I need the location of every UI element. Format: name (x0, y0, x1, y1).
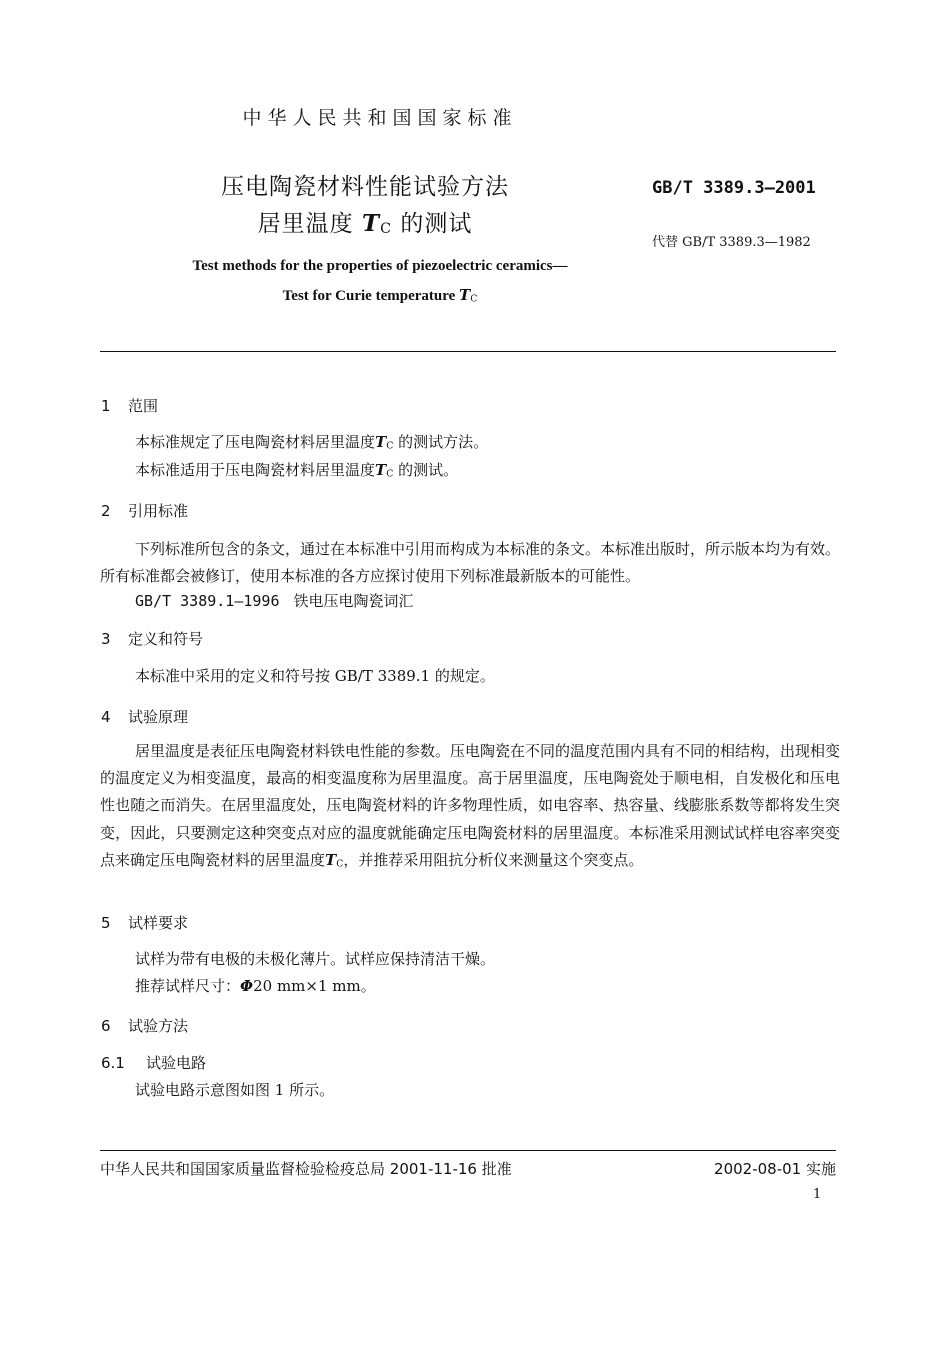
implementation-date: 2002-08-01 实施 (714, 1160, 836, 1178)
english-title-line1: Test methods for the properties of piezoelectric ceramics— (192, 258, 568, 274)
section-heading-4: 4 试验原理 (101, 708, 189, 726)
subsection-6-1-paragraph: 试验电路示意图如图 1 所示。 (135, 1081, 335, 1099)
english-title-line2: Test for Curie temperature TC (282, 286, 478, 305)
section-4-paragraph: 居里温度是表征压电陶瓷材料铁电性能的参数。压电陶瓷在不同的温度范围内具有不同的相结构，出现相变的温度定义为相变温度，最高的相变温度称为居里温度。高于居里温度，压电陶瓷处于顺电相，自发极化和压电性也随之而消失。在居里温度处，压电陶瓷材料的许多物理性质，如电容率、热容量、线膨胀系数等都将发生突变，因此，只要测定这种突变点对应的温度就能确定压电陶瓷材料的居里温度。本标准采用测试试样电容率突变点来确定压电陶瓷材料的居里温度TC，并推荐采用阻抗分析仪来测量这个突变点。 (100, 742, 841, 870)
section-heading-3: 3 定义和符号 (101, 630, 204, 648)
curie-symbol: TC (361, 210, 393, 238)
title-text-prefix: 居里温度 (257, 211, 362, 237)
section-3-paragraph: 本标准中采用的定义和符号按 GB/T 3389.1 的规定。 (135, 667, 495, 685)
section-heading-5: 5 试样要求 (101, 914, 189, 932)
section-1-paragraph-2: 本标准适用于压电陶瓷材料居里温度TC 的测试。 (135, 461, 459, 480)
page-number: 1 (813, 1187, 822, 1202)
document-title-line1: 压电陶瓷材料性能试验方法 (221, 174, 509, 200)
publisher-heading: 中华人民共和国国家标准 (242, 107, 518, 129)
footer-rule (100, 1150, 836, 1151)
approval-date: 中华人民共和国国家质量监督检验检疫总局 2001-11-16 批准 (100, 1160, 512, 1178)
section-5-paragraph-1: 试样为带有电极的未极化薄片。试样应保持清洁干燥。 (135, 950, 496, 968)
replaces-standard: 代替 GB/T 3389.3—1982 (652, 235, 811, 250)
standard-number: GB/T 3389.3—2001 (652, 178, 816, 198)
english-curie-symbol: TC (459, 286, 478, 305)
subsection-heading-6-1: 6.1 试验电路 (101, 1054, 207, 1072)
section-heading-2: 2 引用标准 (101, 502, 189, 520)
section-heading-6: 6 试验方法 (101, 1017, 189, 1035)
header-rule (100, 351, 836, 352)
title-text-suffix: 的测试 (392, 211, 473, 237)
section-5-paragraph-2: 推荐试样尺寸：Φ20 mm×1 mm。 (135, 977, 376, 995)
section-1-paragraph-1: 本标准规定了压电陶瓷材料居里温度TC 的测试方法。 (135, 433, 489, 452)
section-2-paragraph: 下列标准所包含的条文，通过在本标准中引用而构成为本标准的条文。本标准出版时，所示版本均为有效。所有标准都会被修订，使用本标准的各方应探讨使用下列标准最新版本的可能性。 (100, 540, 841, 586)
normative-reference: GB/T 3389.1—1996 铁电压电陶瓷词汇 (135, 592, 414, 610)
section-heading-1: 1 范围 (101, 397, 159, 415)
document-title-line2 (175, 205, 555, 238)
